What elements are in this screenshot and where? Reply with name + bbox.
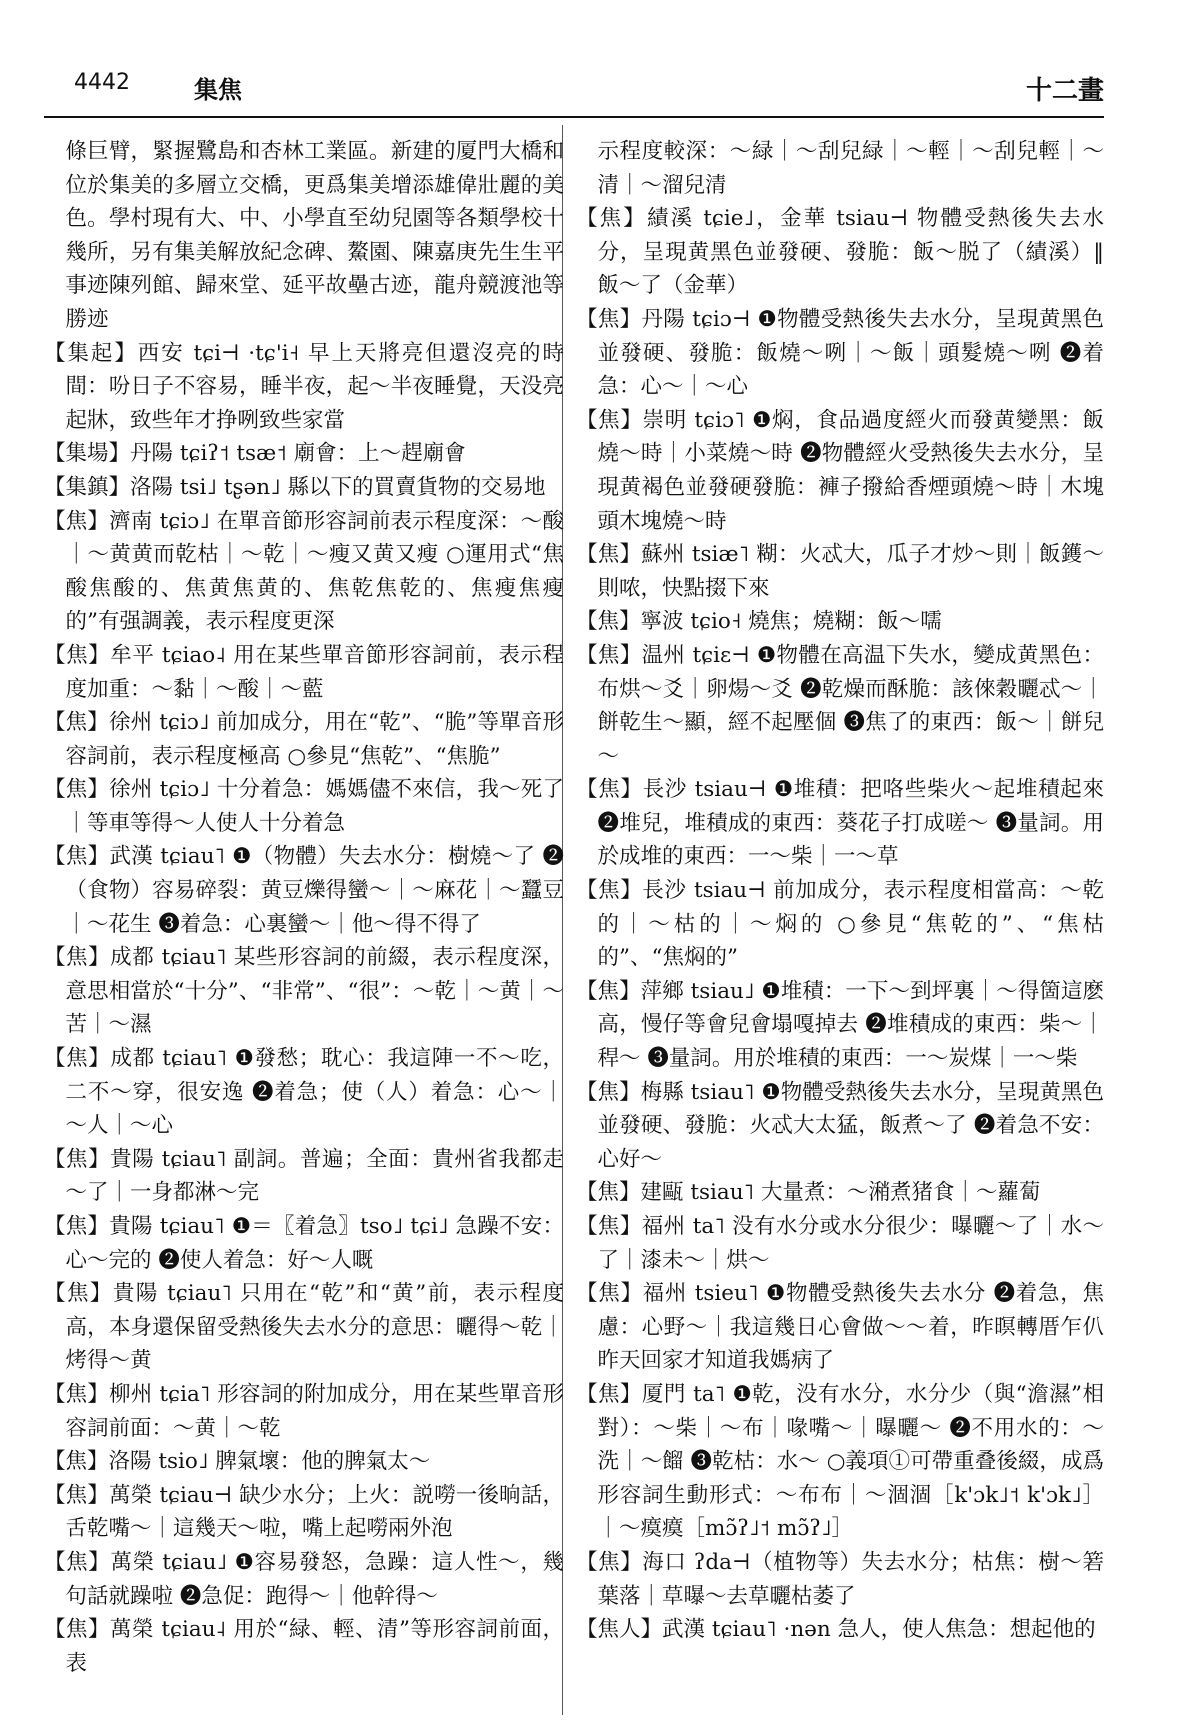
dictionary-entry: 【焦】蘇州 tsiæ˥ 糊：火忒大，瓜子才炒～則｜飯鑊～則哝，快點掇下來 — [576, 542, 1104, 601]
dictionary-entry: 【焦】武漢 tɕiau˥ ❶（物體）失去水分：樹燒～了 ❷（食物）容易碎裂：黄豆爍得蠻～｜～麻花｜～蠶豆｜～花生 ❸着急：心裏蠻～｜他～得不得了 — [44, 844, 564, 937]
dictionary-entry: 【焦】建甌 tsiau˥ 大量煮：～潲煮猪食｜～蘿蔔 — [576, 1180, 1041, 1206]
dictionary-entry: 【焦】厦門 ta˥ ❶乾，没有水分，水分少（與“澹濕”相對）：～柴｜～布｜喙嘴～｜曝曬～ ❷不用水的：～洗｜～餾 ❸乾枯：水～ ○義項①可帶重叠後綴，成爲形容詞生動形式：～布布｜～涸涸［k'ɔk˩˦ k'ɔk˩］｜～瘼瘼［mɔ̃ʔ˩˦ mɔ̃ʔ˩］ — [576, 1381, 1104, 1542]
dictionary-entry: 【焦】寧波 tɕio˧ 燒焦；燒糊：飯～嚅 — [576, 609, 942, 635]
head-characters: 集焦 — [194, 75, 242, 104]
page-number: 4442 — [74, 70, 130, 95]
dictionary-entry: 【焦】長沙 tsiau⊣ ❶堆積：把咯些柴火～起堆積起來 ❷堆兒，堆積成的東西：葵花子打成嗟～ ❸量詞。用於成堆的東西：一～柴｜一～草 — [576, 777, 1104, 870]
dictionary-entry: 【焦】洛陽 tsio˩ 脾氣壞：他的脾氣太～ — [44, 1449, 431, 1475]
dictionary-entry: 【焦】海口 ʔda⊣（植物等）失去水分；枯焦：樹～箬葉落｜草曝～去草曬枯萎了 — [576, 1549, 1104, 1609]
dictionary-entry: 【焦】貴陽 tɕiau˥ ❶＝〖着急〗tso˩ tɕi˩ 急躁不安：心～完的 ❷使人着急：好～人嘅 — [44, 1214, 564, 1273]
dictionary-entry: 示程度較深：～緑｜～刮兒緑｜～輕｜～刮兒輕｜～清｜～溜兒清 — [597, 139, 1104, 198]
dictionary-entry: 【焦】貴陽 tɕiau˥ 副詞。普遍；全面：貴州省我都走～了｜一身都淋～完 — [44, 1146, 564, 1206]
dictionary-entry: 【集場】丹陽 tɕiʔ˦ tsæ˦ 廟會：上～趕廟會 — [44, 441, 466, 467]
dictionary-entry: 【焦】梅縣 tsiau˥ ❶物體受熱後失去水分，呈現黄黑色並發硬、發脆：火忒大太猛，飯煮～了 ❷着急不安：心好～ — [576, 1079, 1104, 1172]
dictionary-entry: 【焦】徐州 tɕiɔ˩ 十分着急：媽媽儘不來信，我～死了｜等車等得～人使人十分着急 — [44, 777, 564, 836]
stroke-section: 十二畫 — [1025, 76, 1104, 106]
dictionary-entry: 【焦】成都 tɕiau˥ 某些形容詞的前綴，表示程度深，意思相當於“十分”、“非常”、“很”：～乾｜～黄｜～苦｜～濕 — [44, 945, 564, 1038]
dictionary-entry: 【焦】福州 ta˥ 没有水分或水分很少：曝曬～了｜水～了｜漆未～｜烘～ — [576, 1214, 1104, 1273]
dictionary-entry: 【焦】萬榮 tɕiau˨ 用於“緑、輕、清”等形容詞前面，表 — [44, 1617, 564, 1676]
dictionary-entry: 【焦】温州 tɕiɛ⊣ ❶物體在高温下失水，變成黄黑色：布烘～爻｜卵煬～爻 ❷乾燥而酥脆：該倈穀曬忒～｜餅乾生～顯，經不起壓個 ❸焦了的東西：飯～｜餅兒～ — [576, 642, 1104, 769]
dictionary-entry: 條巨臂，緊握鷺島和杏林工業區。新建的厦門大橋和位於集美的多層立交橋，更爲集美增添雄偉壯麗的美色。學村現有大、中、小學直至幼兒園等各類學校十幾所，另有集美解放紀念碑、鰲園、陳嘉庚先生生平事迹陳列館、歸來堂、延平故壘古迹，龍舟競渡池等勝迹 — [65, 139, 564, 332]
dictionary-entry: 【焦】萬榮 tɕiau⊣ 缺少水分；上火：説嘮一後晌話，舌乾嘴～｜這幾天～啦，嘴上起嘮兩外泡 — [44, 1482, 564, 1542]
left-column — [44, 135, 564, 1705]
dictionary-entry: 【焦】績溪 tɕie˩，金華 tsiau⊣ 物體受熱後失去水分，呈現黄黑色並發硬、發脆：飯～脱了（績溪）‖ 飯～了（金華） — [576, 206, 1104, 299]
dictionary-entry: 【焦】牟平 tɕiao˨ 用在某些單音節形容詞前，表示程度加重：～黏｜～酸｜～藍 — [44, 642, 564, 702]
dictionary-entry: 【焦】徐州 tɕiɔ˩ 前加成分，用在“乾”、“脆”等單音形容詞前，表示程度極高 ○參見“焦乾”、“焦脆” — [44, 710, 564, 769]
dictionary-entry: 【焦】崇明 tɕiɔ˥ ❶焖，食品過度經火而發黄變黑：飯燒～時｜小菜燒～時 ❷物體經火受熱後失去水分，呈現黄褐色並發硬發脆：褲子撥給香煙頭燒～時｜木塊頭木塊燒～時 — [576, 407, 1104, 534]
dictionary-entry: 【焦】成都 tɕiau˥ ❶發愁；耽心：我這陣一不～吃，二不～穿，很安逸 ❷着急；使（人）着急：心～｜～人｜～心 — [44, 1046, 564, 1139]
dictionary-entry: 【集鎮】洛陽 tsi˩ tʂən˩ 縣以下的買賣貨物的交易地 — [44, 474, 546, 500]
dictionary-entry: 【焦】濟南 tɕiɔ˩ 在單音節形容詞前表示程度深：～酸｜～黄黄而乾枯｜～乾｜～瘦又黄又瘦 ○運用式“焦酸焦酸的、焦黄焦黄的、焦乾焦乾的、焦瘦焦瘦的”有强調義，表示程度更深 — [44, 508, 564, 635]
dictionary-entry: 【焦】萍鄉 tsiau˩ ❶堆積：一下～到坪裏｜～得箇這麽高，慢仔等會兒會塌嘎掉去 ❷堆積成的東西：柴～｜稈～ ❸量詞。用於堆積的東西：一～炭煤｜一～柴 — [576, 978, 1104, 1072]
dictionary-entry: 【焦】柳州 tɕia˥ 形容詞的附加成分，用在某些單音形容詞前面：～黄｜～乾 — [44, 1381, 564, 1441]
dictionary-entry: 【焦】萬榮 tɕiau˩ ❶容易發怒，急躁：這人性～，幾句話就躁啦 ❷急促：跑得～｜他幹得～ — [44, 1549, 564, 1609]
dictionary-entry: 【焦】長沙 tsiau⊣ 前加成分，表示程度相當高：～乾的｜～枯的｜～焖的 ○參見“焦乾的”、“焦枯的”、“焦焖的” — [576, 878, 1104, 971]
dictionary-entry: 【焦】丹陽 tɕiɔ⊣ ❶物體受熱後失去水分，呈現黄黑色並發硬、發脆：飯燒～咧｜～飯｜頭髮燒～咧 ❷着急：心～｜～心 — [576, 306, 1104, 400]
dictionary-entry: 【焦人】武漢 tɕiau˥ ·nən 急人，使人焦急：想起他的 — [576, 1617, 1096, 1643]
dictionary-entry: 【焦】貴陽 tɕiau˥ 只用在“乾”和“黄”前，表示程度高，本身還保留受熱後失去水分的意思：曬得～乾｜烤得～黄 — [44, 1281, 564, 1374]
dictionary-entry: 【集起】西安 tɕi⊣ ·tɕ'i˧ 早上天將亮但還沒亮的時間：吩日子不容易，睡半夜，起～半夜睡覺，天没亮起牀，致些年才挣咧致些家當 — [44, 340, 564, 433]
dictionary-entry: 【焦】福州 tsieu˥ ❶物體受熱後失去水分 ❷着急，焦慮：心野～｜我這幾日心會做～～着，昨暝轉厝乍仈昨天回家才知道我媽病了 — [576, 1281, 1104, 1374]
page-header — [44, 70, 1104, 118]
right-column — [576, 135, 1104, 1705]
